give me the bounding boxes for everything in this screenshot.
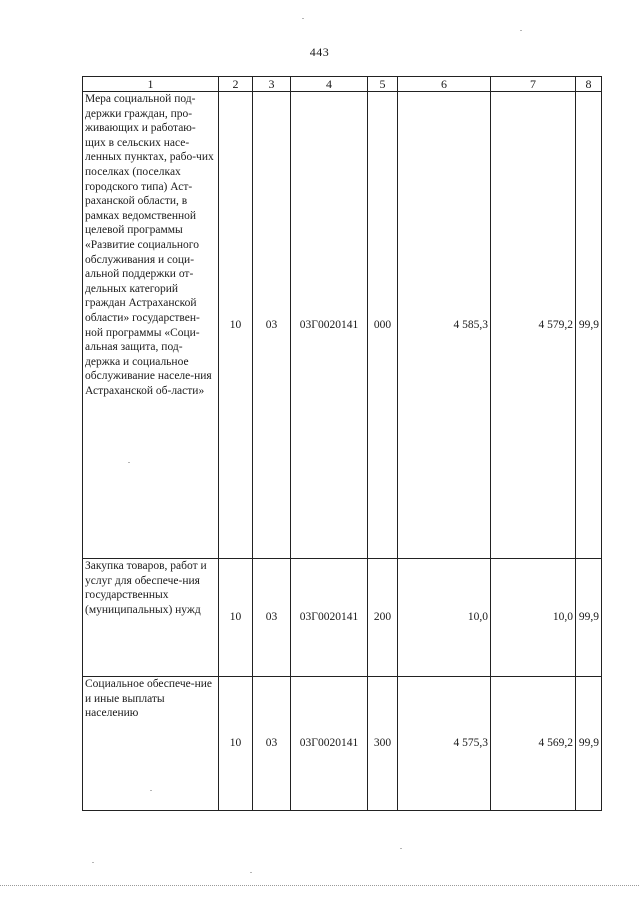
- section-code: 10: [219, 677, 253, 811]
- column-header: 6: [398, 77, 491, 92]
- table-row: [83, 677, 602, 811]
- subsection-code: 03: [253, 677, 291, 811]
- row-description: Социальное обеспече-ние и иные выплаты населению: [83, 677, 219, 811]
- table-header-row: [83, 77, 602, 92]
- budget-table: [82, 76, 602, 811]
- column-header: 5: [368, 77, 398, 92]
- amount-cell: 4 575,3: [398, 677, 491, 811]
- target-article-code: 03Г0020141: [291, 677, 368, 811]
- percent-cell: 99,9: [576, 92, 602, 559]
- percent-cell: 99,9: [576, 559, 602, 677]
- subsection-code: 03: [253, 559, 291, 677]
- section-code: 10: [219, 92, 253, 559]
- amount-cell: 4 579,2: [491, 92, 576, 559]
- section-code: 10: [219, 559, 253, 677]
- scan-speck: [150, 790, 152, 791]
- row-description: Закупка товаров, работ и услуг для обеспече-ния государственных (муниципальных) нужд: [83, 559, 219, 677]
- target-article-code: 03Г0020141: [291, 92, 368, 559]
- amount-cell: 10,0: [398, 559, 491, 677]
- row-description: Мера социальной под-держки граждан, про-живающих и работаю-щих в сельских насе-ленных пунктах, рабо-чих поселках (поселках городского типа) Аст-раханской области, в рамках ведомственной целевой программы «Развитие социального обслуживания и соци-альной поддержки от-дельных категорий граждан Астраханской области» государствен-ной программы «Соци-альная защита, под-держка и социальное обслуживание населе-ния Астраханской об-ласти»: [83, 92, 219, 559]
- column-header: 3: [253, 77, 291, 92]
- table-row: [83, 559, 602, 677]
- scan-edge-line: [0, 885, 639, 886]
- amount-cell: 10,0: [491, 559, 576, 677]
- column-header: 2: [219, 77, 253, 92]
- expense-type-code: 300: [368, 677, 398, 811]
- subsection-code: 03: [253, 92, 291, 559]
- column-header: 7: [491, 77, 576, 92]
- percent-cell: 99,9: [576, 677, 602, 811]
- scan-speck: [92, 862, 94, 863]
- target-article-code: 03Г0020141: [291, 559, 368, 677]
- amount-cell: 4 585,3: [398, 92, 491, 559]
- amount-cell: 4 569,2: [491, 677, 576, 811]
- scan-speck: [302, 18, 304, 19]
- expense-type-code: 000: [368, 92, 398, 559]
- expense-type-code: 200: [368, 559, 398, 677]
- page-number: 443: [309, 45, 330, 59]
- column-header: 4: [291, 77, 368, 92]
- scan-speck: [520, 30, 522, 31]
- scan-speck: [128, 462, 130, 463]
- column-header: 8: [576, 77, 602, 92]
- scan-speck: [400, 848, 402, 849]
- column-header: 1: [83, 77, 219, 92]
- scan-speck: [250, 872, 252, 873]
- table-row: [83, 92, 602, 559]
